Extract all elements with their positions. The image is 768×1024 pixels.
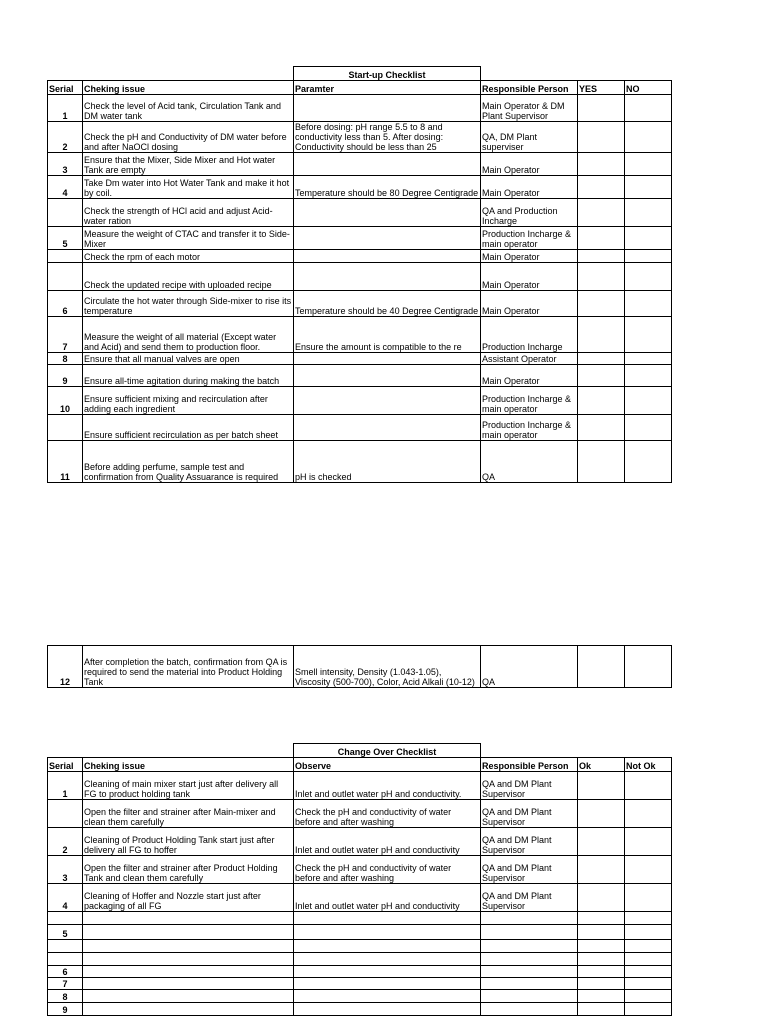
- ok-cell[interactable]: [578, 772, 625, 800]
- yes-cell[interactable]: [578, 122, 625, 153]
- row-issue: After completion the batch, confirmation from QA is required to send the material into Product Holding Tank: [83, 646, 294, 688]
- row-issue: [83, 940, 294, 953]
- not-ok-cell[interactable]: [625, 990, 672, 1003]
- row-responsible: Production Incharge & main operator: [481, 227, 578, 250]
- header-serial: Serial: [48, 81, 83, 95]
- row-parameter: [294, 415, 481, 441]
- row-issue: Cleaning of Product Holding Tank start just after delivery all FG to hoffer: [83, 828, 294, 856]
- table-row: [48, 250, 672, 263]
- row-serial: 3: [48, 153, 83, 176]
- table-row: [48, 953, 672, 966]
- row-serial: [48, 800, 83, 828]
- row-parameter: [294, 940, 481, 953]
- row-parameter: pH is checked: [294, 441, 481, 483]
- ok-cell[interactable]: [578, 800, 625, 828]
- yes-cell[interactable]: [578, 317, 625, 353]
- no-cell[interactable]: [625, 95, 672, 122]
- not-ok-cell[interactable]: [625, 978, 672, 990]
- row-parameter: [294, 978, 481, 990]
- row-issue: [83, 925, 294, 940]
- ok-cell[interactable]: [578, 884, 625, 912]
- row-serial: 8: [48, 353, 83, 365]
- header-issue: Cheking issue: [83, 758, 294, 772]
- row-serial: 6: [48, 966, 83, 978]
- yes-cell[interactable]: [578, 387, 625, 415]
- row-issue: Check the level of Acid tank, Circulation Tank and DM water tank: [83, 95, 294, 122]
- no-cell[interactable]: [625, 317, 672, 353]
- no-cell[interactable]: [625, 291, 672, 317]
- not-ok-cell[interactable]: [625, 953, 672, 966]
- table-row: [48, 646, 672, 688]
- row-serial: [48, 912, 83, 925]
- row-responsible: QA and Production Incharge: [481, 199, 578, 227]
- yes-cell[interactable]: [578, 250, 625, 263]
- yes-cell[interactable]: [578, 441, 625, 483]
- no-cell[interactable]: [625, 227, 672, 250]
- ok-cell[interactable]: [578, 912, 625, 925]
- changeover-title-row: [48, 744, 672, 758]
- not-ok-cell[interactable]: [625, 912, 672, 925]
- row-issue: [83, 990, 294, 1003]
- row-serial: 4: [48, 176, 83, 199]
- row-serial: 10: [48, 387, 83, 415]
- row-serial: 5: [48, 227, 83, 250]
- not-ok-cell[interactable]: [625, 1003, 672, 1016]
- header-ok: Ok: [578, 758, 625, 772]
- row-serial: 1: [48, 95, 83, 122]
- row-parameter: [294, 95, 481, 122]
- not-ok-cell[interactable]: [625, 828, 672, 856]
- row-parameter: Temperature should be 80 Degree Centigrade: [294, 176, 481, 199]
- row-responsible: Main Operator: [481, 291, 578, 317]
- row-issue: Ensure all-time agitation during making the batch: [83, 365, 294, 387]
- row-parameter: [294, 263, 481, 291]
- table-row: [48, 856, 672, 884]
- row-serial: [48, 250, 83, 263]
- row-issue: Check the strength of HCl acid and adjust Acid-water ration: [83, 199, 294, 227]
- row-parameter: Ensure the amount is compatible to the re: [294, 317, 481, 353]
- row-serial: [48, 263, 83, 291]
- ok-cell[interactable]: [578, 925, 625, 940]
- row-responsible: [481, 940, 578, 953]
- header-issue: Cheking issue: [83, 81, 294, 95]
- table-row: [48, 263, 672, 291]
- ok-cell[interactable]: [578, 978, 625, 990]
- row-responsible: Production Incharge & main operator: [481, 387, 578, 415]
- table-row: [48, 199, 672, 227]
- row-responsible: Production Incharge & main operator: [481, 415, 578, 441]
- table-row: [48, 990, 672, 1003]
- header-observe: Observe: [294, 758, 481, 772]
- row-parameter: [294, 912, 481, 925]
- row-parameter: [294, 227, 481, 250]
- table-row: [48, 387, 672, 415]
- row-serial: 12: [48, 646, 83, 688]
- row-parameter: [294, 199, 481, 227]
- table-row: [48, 176, 672, 199]
- row-issue: [83, 953, 294, 966]
- startup-title: Start-up Checklist: [294, 67, 481, 81]
- header-responsible: Responsible Person: [481, 758, 578, 772]
- row-responsible: QA and DM Plant Supervisor: [481, 828, 578, 856]
- yes-cell[interactable]: [578, 353, 625, 365]
- row-parameter: [294, 153, 481, 176]
- row-serial: 7: [48, 978, 83, 990]
- row-parameter: [294, 925, 481, 940]
- row-serial: 9: [48, 365, 83, 387]
- row-responsible: Main Operator: [481, 153, 578, 176]
- row-issue: Before adding perfume, sample test and confirmation from Quality Assuarance is required: [83, 441, 294, 483]
- row-issue: Cleaning of Hoffer and Nozzle start just after packaging of all FG: [83, 884, 294, 912]
- row-parameter: Inlet and outlet water pH and conductivity: [294, 884, 481, 912]
- table-row: [48, 317, 672, 353]
- row-responsible: [481, 912, 578, 925]
- row-parameter: Inlet and outlet water pH and conductivity: [294, 828, 481, 856]
- not-ok-cell[interactable]: [625, 925, 672, 940]
- row-responsible: [481, 925, 578, 940]
- row-parameter: Check the pH and conductivity of water before and after washing: [294, 800, 481, 828]
- header-no: NO: [625, 81, 672, 95]
- row-serial: 2: [48, 122, 83, 153]
- header-serial: Serial: [48, 758, 83, 772]
- yes-cell[interactable]: [578, 153, 625, 176]
- ok-cell[interactable]: [578, 966, 625, 978]
- table-row: [48, 291, 672, 317]
- row-serial: 11: [48, 441, 83, 483]
- ok-cell[interactable]: [578, 940, 625, 953]
- row-issue: Ensure sufficient mixing and recirculation after adding each ingredient: [83, 387, 294, 415]
- row-responsible: [481, 990, 578, 1003]
- no-cell[interactable]: [625, 646, 672, 688]
- row-parameter: Before dosing: pH range 5.5 to 8 and conductivity less than 5. After dosing: Conductivity should be less than 25: [294, 122, 481, 153]
- row-parameter: [294, 353, 481, 365]
- no-cell[interactable]: [625, 365, 672, 387]
- row-parameter: Temperature should be 40 Degree Centigrade: [294, 291, 481, 317]
- table-row: [48, 912, 672, 925]
- row-issue: Check the rpm of each motor: [83, 250, 294, 263]
- table-row: [48, 1003, 672, 1016]
- table-row: [48, 415, 672, 441]
- table-row: [48, 441, 672, 483]
- header-yes: YES: [578, 81, 625, 95]
- row-issue: [83, 978, 294, 990]
- row-parameter: [294, 990, 481, 1003]
- row-responsible: [481, 966, 578, 978]
- not-ok-cell[interactable]: [625, 966, 672, 978]
- row-responsible: Main Operator: [481, 365, 578, 387]
- changeover-checklist-table: [47, 743, 672, 1016]
- row-issue: [83, 912, 294, 925]
- no-cell[interactable]: [625, 353, 672, 365]
- row-responsible: QA: [481, 646, 578, 688]
- row-responsible: Main Operator: [481, 263, 578, 291]
- table-row: [48, 978, 672, 990]
- row-parameter: [294, 387, 481, 415]
- changeover-title: Change Over Checklist: [294, 744, 481, 758]
- row-responsible: QA and DM Plant Supervisor: [481, 884, 578, 912]
- header-not-ok: Not Ok: [625, 758, 672, 772]
- table-row: [48, 800, 672, 828]
- not-ok-cell[interactable]: [625, 800, 672, 828]
- no-cell[interactable]: [625, 176, 672, 199]
- ok-cell[interactable]: [578, 856, 625, 884]
- row-parameter: [294, 365, 481, 387]
- table-row: [48, 227, 672, 250]
- row-issue: Measure the weight of CTAC and transfer it to Side-Mixer: [83, 227, 294, 250]
- row-responsible: QA and DM Plant Supervisor: [481, 772, 578, 800]
- table-row: [48, 925, 672, 940]
- row-issue: Open the filter and strainer after Main-mixer and clean them carefully: [83, 800, 294, 828]
- yes-cell[interactable]: [578, 415, 625, 441]
- row-issue: Cleaning of main mixer start just after delivery all FG to product holding tank: [83, 772, 294, 800]
- row-issue: Check the pH and Conductivity of DM water before and after NaOCl dosing: [83, 122, 294, 153]
- row-issue: [83, 1003, 294, 1016]
- row-issue: Take Dm water into Hot Water Tank and make it hot by coil.: [83, 176, 294, 199]
- row-issue: Ensure that all manual valves are open: [83, 353, 294, 365]
- yes-cell[interactable]: [578, 176, 625, 199]
- table-row: [48, 772, 672, 800]
- row-serial: 6: [48, 291, 83, 317]
- row-parameter: Inlet and outlet water pH and conductivity.: [294, 772, 481, 800]
- row-serial: 9: [48, 1003, 83, 1016]
- row-parameter: [294, 966, 481, 978]
- no-cell[interactable]: [625, 387, 672, 415]
- row-parameter: [294, 953, 481, 966]
- startup-row12-table: [47, 645, 672, 688]
- startup-title-row: [48, 67, 672, 81]
- row-issue: Check the updated recipe with uploaded recipe: [83, 263, 294, 291]
- row-responsible: Assistant Operator: [481, 353, 578, 365]
- row-serial: [48, 953, 83, 966]
- not-ok-cell[interactable]: [625, 856, 672, 884]
- table-row: [48, 966, 672, 978]
- row-issue: Measure the weight of all material (Except water and Acid) and send them to production floor.: [83, 317, 294, 353]
- row-responsible: QA: [481, 441, 578, 483]
- row-parameter: Check the pH and conductivity of water before and after washing: [294, 856, 481, 884]
- row-issue: Open the filter and strainer after Product Holding Tank and clean them carefully: [83, 856, 294, 884]
- table-row: [48, 828, 672, 856]
- ok-cell[interactable]: [578, 990, 625, 1003]
- table-row: [48, 884, 672, 912]
- row-issue: [83, 966, 294, 978]
- no-cell[interactable]: [625, 199, 672, 227]
- startup-header-row: [48, 81, 672, 95]
- row-responsible: [481, 1003, 578, 1016]
- startup-checklist-table: [47, 66, 672, 483]
- yes-cell[interactable]: [578, 95, 625, 122]
- row-responsible: QA and DM Plant Supervisor: [481, 856, 578, 884]
- table-row: [48, 353, 672, 365]
- row-serial: 3: [48, 856, 83, 884]
- no-cell[interactable]: [625, 250, 672, 263]
- changeover-rows: [48, 772, 672, 1016]
- row-serial: 7: [48, 317, 83, 353]
- no-cell[interactable]: [625, 153, 672, 176]
- yes-cell[interactable]: [578, 263, 625, 291]
- row-issue: Circulate the hot water through Side-mixer to rise its temperature: [83, 291, 294, 317]
- row-parameter: Smell intensity, Density (1.043-1.05), Viscosity (500-700), Color, Acid Alkali (10-12): [294, 646, 481, 688]
- row-responsible: Main Operator: [481, 176, 578, 199]
- changeover-header-row: [48, 758, 672, 772]
- yes-cell[interactable]: [578, 646, 625, 688]
- row-responsible: [481, 978, 578, 990]
- not-ok-cell[interactable]: [625, 772, 672, 800]
- row-serial: 8: [48, 990, 83, 1003]
- row-issue: Ensure that the Mixer, Side Mixer and Hot water Tank are empty: [83, 153, 294, 176]
- yes-cell[interactable]: [578, 365, 625, 387]
- not-ok-cell[interactable]: [625, 940, 672, 953]
- header-parameter: Paramter: [294, 81, 481, 95]
- table-row: [48, 95, 672, 122]
- row-responsible: QA and DM Plant Supervisor: [481, 800, 578, 828]
- row-serial: [48, 940, 83, 953]
- row-responsible: [481, 953, 578, 966]
- row-responsible: Production Incharge: [481, 317, 578, 353]
- row-responsible: Main Operator: [481, 250, 578, 263]
- yes-cell[interactable]: [578, 291, 625, 317]
- table-row: [48, 122, 672, 153]
- no-cell[interactable]: [625, 263, 672, 291]
- yes-cell[interactable]: [578, 199, 625, 227]
- table-row: [48, 153, 672, 176]
- row-serial: 1: [48, 772, 83, 800]
- not-ok-cell[interactable]: [625, 884, 672, 912]
- no-cell[interactable]: [625, 122, 672, 153]
- row-responsible: QA, DM Plant superviser: [481, 122, 578, 153]
- ok-cell[interactable]: [578, 1003, 625, 1016]
- row-parameter: [294, 250, 481, 263]
- table-row: [48, 940, 672, 953]
- table-row: [48, 365, 672, 387]
- row-serial: [48, 415, 83, 441]
- no-cell[interactable]: [625, 415, 672, 441]
- row-responsible: Main Operator & DM Plant Supervisor: [481, 95, 578, 122]
- yes-cell[interactable]: [578, 227, 625, 250]
- ok-cell[interactable]: [578, 953, 625, 966]
- row-parameter: [294, 1003, 481, 1016]
- row-issue: Ensure sufficient recirculation as per batch sheet: [83, 415, 294, 441]
- no-cell[interactable]: [625, 441, 672, 483]
- row-serial: 2: [48, 828, 83, 856]
- startup-rows: [48, 95, 672, 483]
- ok-cell[interactable]: [578, 828, 625, 856]
- row-serial: 5: [48, 925, 83, 940]
- header-responsible: Responsible Person: [481, 81, 578, 95]
- row-serial: 4: [48, 884, 83, 912]
- row-serial: [48, 199, 83, 227]
